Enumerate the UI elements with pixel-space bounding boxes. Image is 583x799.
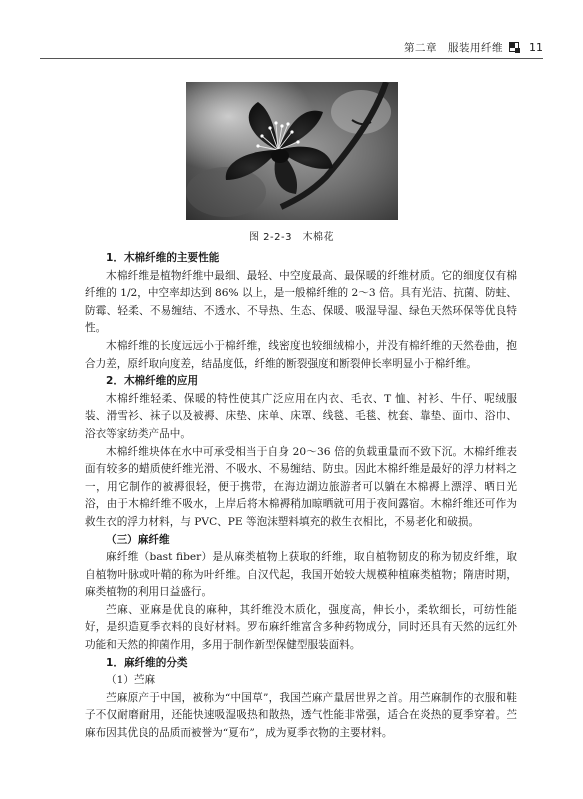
paragraph: 木棉纤维是植物纤维中最细、最轻、中空度最高、最保暖的纤维材质。它的细度仅有棉纤维的 1/2，中空率却达到 86% 以上，是一般棉纤维的 2～3 倍。具有光洁、抗菌、防蛀、防霉、轻柔、不易缠结、不透水、不导热、生态、保暖、吸湿导湿、绿色天然环保等优良特性。 — [85, 269, 517, 335]
header-rule — [40, 58, 543, 59]
subsection-heading: （1）苎麻 — [106, 674, 156, 687]
running-header — [404, 38, 543, 56]
section-heading: 2．木棉纤维的应用 — [106, 375, 199, 388]
body-text — [85, 250, 517, 743]
paragraph: 麻纤维（bast fiber）是从麻类植物上获取的纤维，取自植物韧皮的称为韧皮纤维，取自植物叶脉或叶鞘的称为叶纤维。自汉代起，我国开始较大规模种植麻类植物；隋唐时期，麻类植物的利用日益盛行。 — [85, 551, 517, 599]
section-heading: 1．麻纤维的分类 — [106, 656, 188, 669]
paragraph: 木棉纤维的长度远远小于棉纤维，线密度也较细绒棉小，并没有棉纤维的天然卷曲，抱合力差，原纤取向度差，结晶度低，纤维的断裂强度和断裂伸长率明显小于棉纤维。 — [85, 339, 517, 370]
page-mark-icon — [509, 42, 519, 52]
paragraph: 苎麻原产于中国，被称为“中国草”，我国苎麻产量居世界之首。用苎麻制作的衣服和鞋子不仅耐磨耐用，还能快速吸湿吸热和散热，透气性能非常强，适合在炎热的夏季穿着。苎麻布因其优良的品质而被誉为“夏布”，成为夏季衣物的主要材料。 — [85, 691, 517, 740]
figure-caption: 图 2-2-3 木棉花 — [249, 232, 334, 243]
kapok-flower-photo — [186, 82, 398, 220]
paragraph: 木棉纤维轻柔、保暖的特性使其广泛应用在内衣、毛衣、T 恤、衬衫、牛仔、呢绒服装、滑雪衫、袜子以及被褥、床垫、床单、床罩、线毯、毛毯、枕套、靠垫、面巾、浴巾、浴衣等家纺类产品中。 — [85, 392, 517, 440]
paragraph: 苎麻、亚麻是优良的麻种，其纤维没木质化，强度高，伸长小，柔软细长，可纺性能好，是织造夏季衣料的良好材料。罗布麻纤维富含多种药物成分，同时还具有天然的远红外功能和天然的抑菌作用，多用于制作新型保健型服装面料。 — [85, 603, 517, 652]
section-heading: （三）麻纤维 — [106, 533, 170, 546]
chapter-title: 第二章 服装用纤维 — [404, 41, 503, 54]
section-heading: 1．木棉纤维的主要性能 — [106, 252, 220, 264]
paragraph: 木棉纤维块体在水中可承受相当于自身 20～36 倍的负载重量而不致下沉。木棉纤维表面有较多的蜡质使纤维光滑、不吸水、不易缠结、防虫。因此木棉纤维是最好的浮力材料之一，用它制作的被褥很轻，便于携带，在海边湖边旅游者可以躺在木棉褥上漂浮、晒日光浴，由于木棉纤维不吸水，上岸后将木棉褥稍加晾晒就可用于夜间露宿。木棉纤维还可作为救生衣的浮力材料，与 PVC、PE 等泡沫塑料填充的救生衣相比，不易老化和破损。 — [85, 445, 517, 528]
page-number: 11 — [529, 40, 543, 54]
